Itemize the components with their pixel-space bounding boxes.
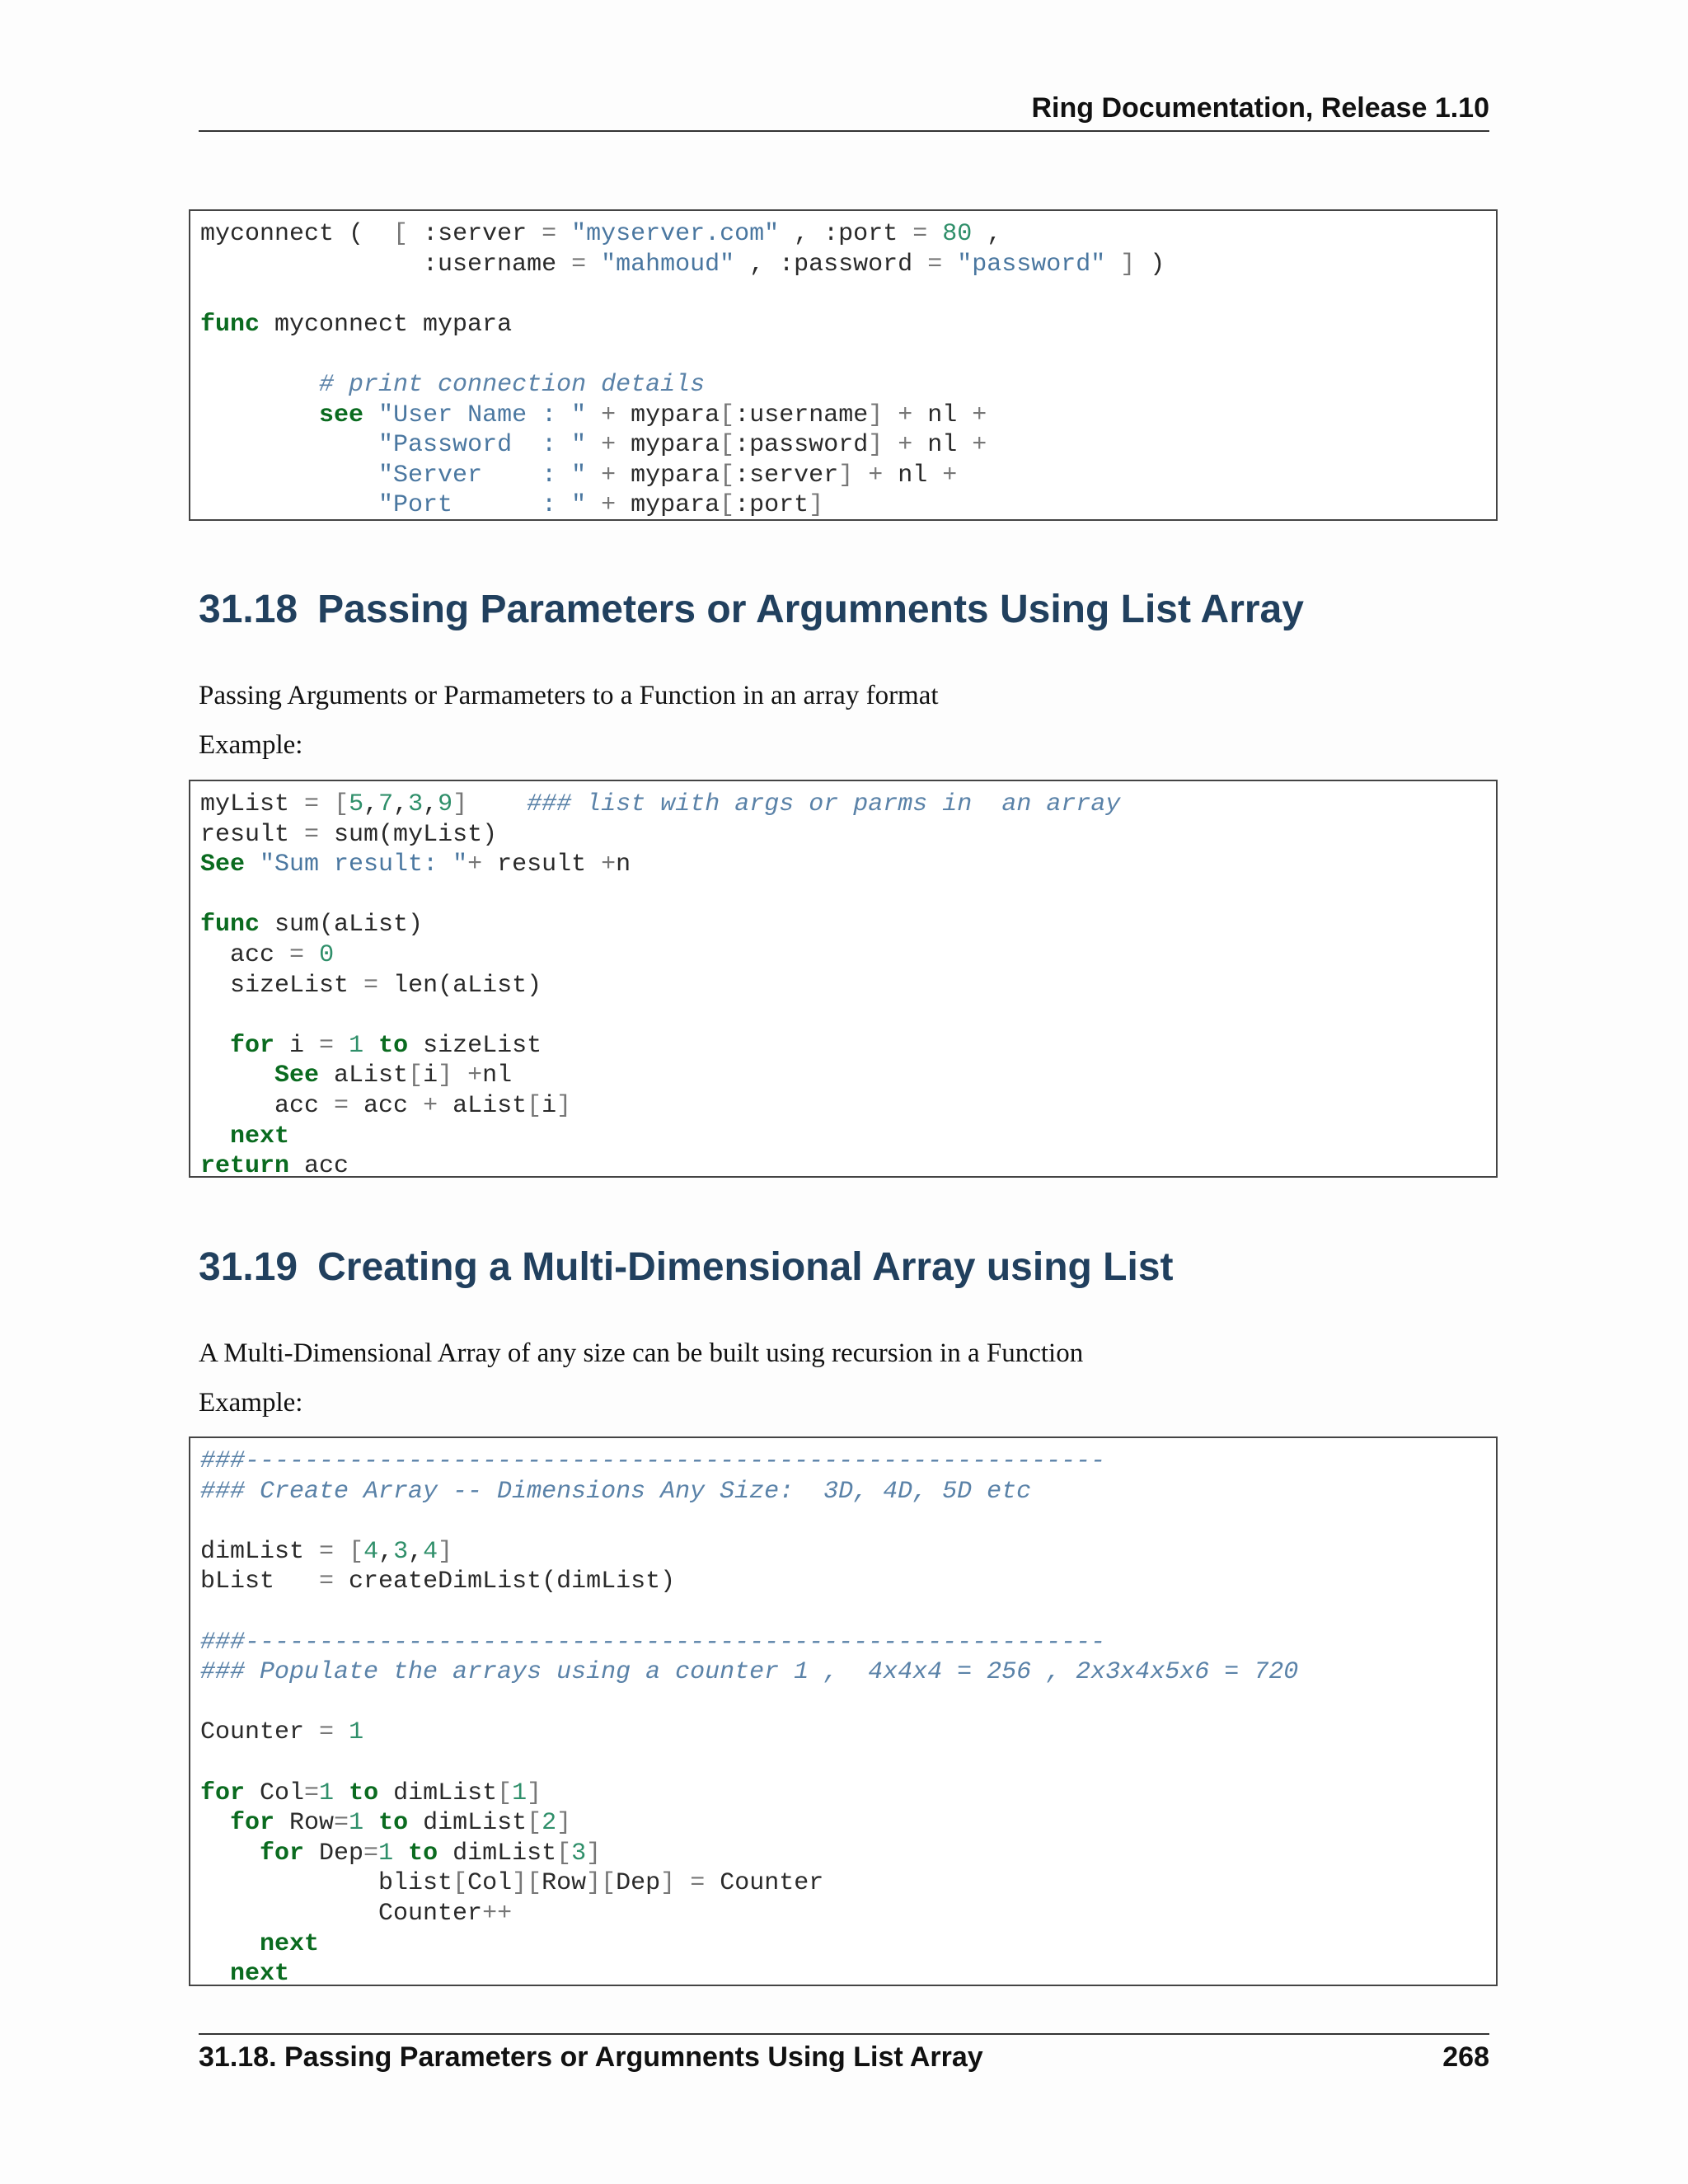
- code-keyword: to: [349, 1779, 379, 1807]
- code-operator: [: [720, 461, 735, 490]
- code-text: [586, 462, 601, 490]
- code-text: acc: [289, 1152, 349, 1178]
- code-text: [200, 1840, 260, 1868]
- code-line: [200, 1001, 1496, 1031]
- section-number: 31.19: [199, 1245, 298, 1289]
- code-comment: ### Populate the arrays using a counter 1 , 4x4x4 = 256 , 2x3x4x5x6 = 720: [200, 1658, 1299, 1687]
- code-line: [200, 219, 1496, 250]
- code-text: Row: [274, 1809, 335, 1838]
- code-operator: +: [423, 1091, 438, 1120]
- code-line: [200, 1868, 1496, 1899]
- code-operator: [: [527, 1091, 542, 1120]
- code-text: ,: [408, 1537, 424, 1566]
- code-string: "myserver.com": [571, 220, 780, 248]
- code-number: 3: [408, 790, 424, 818]
- code-operator: =: [571, 250, 587, 279]
- code-line: [200, 1507, 1496, 1537]
- code-text: [200, 401, 319, 429]
- section-heading-31-18: [199, 587, 1304, 632]
- code-text: [393, 1840, 408, 1868]
- code-text: myconnect (: [200, 220, 379, 248]
- code-text: mypara: [616, 461, 720, 490]
- code-operator: ]: [1120, 250, 1136, 279]
- code-text: nl: [883, 461, 943, 490]
- section-title: Creating a Multi-Dimensional Array using List: [317, 1245, 1174, 1289]
- code-text: ,: [363, 790, 379, 818]
- code-keyword: for: [200, 1779, 246, 1807]
- code-text: sizeList: [408, 1031, 542, 1060]
- code-text: [245, 851, 260, 879]
- code-text: [363, 1032, 378, 1060]
- code-line: [200, 461, 1496, 491]
- code-number: 80: [942, 220, 973, 248]
- code-text: [942, 251, 957, 279]
- code-text: Counter: [200, 1899, 483, 1928]
- code-line: [200, 1061, 1496, 1091]
- code-operator: +: [467, 1062, 483, 1090]
- code-text: [200, 1960, 230, 1986]
- code-operator: +: [601, 491, 617, 520]
- code-comment: ### list with args or parms in an array: [527, 790, 1121, 818]
- code-operator: ]: [452, 790, 468, 818]
- code-operator: =: [304, 1779, 320, 1807]
- code-text: Row: [542, 1869, 587, 1898]
- code-comment: ###----------------------------------------------------------: [200, 1447, 1106, 1475]
- code-operator: =: [363, 1839, 379, 1868]
- code-text: Dep: [304, 1839, 364, 1868]
- code-operator: =: [319, 1031, 335, 1060]
- code-text: [927, 220, 942, 248]
- code-line: [200, 910, 1496, 940]
- code-line: [200, 1628, 1496, 1658]
- code-text: [363, 401, 378, 429]
- code-text: [586, 431, 601, 459]
- code-text: Col: [245, 1779, 305, 1807]
- code-text: result: [482, 851, 602, 879]
- code-text: :username: [200, 250, 572, 279]
- code-text: nl: [912, 431, 973, 460]
- code-number: 1: [349, 1809, 364, 1838]
- code-comment: ###----------------------------------------------------------: [200, 1628, 1106, 1657]
- code-text: [200, 431, 378, 459]
- code-number: 1: [349, 1031, 364, 1060]
- code-text: bList: [200, 1568, 320, 1596]
- code-operator: [: [349, 1537, 364, 1566]
- code-text: [363, 1809, 378, 1837]
- code-line: [200, 1779, 1496, 1809]
- code-operator: ]: [868, 401, 884, 429]
- code-block-sum-list: [189, 780, 1498, 1178]
- code-operator: +: [601, 431, 617, 460]
- code-text: [200, 1930, 260, 1958]
- code-text: [200, 1809, 230, 1837]
- code-text: ,: [378, 1537, 394, 1566]
- code-operator: +: [601, 461, 617, 490]
- code-text: i: [274, 1031, 320, 1060]
- code-keyword: for: [230, 1809, 275, 1838]
- code-number: 1: [319, 1779, 335, 1807]
- code-text: myconnect mypara: [260, 310, 513, 339]
- code-text: [334, 1538, 349, 1566]
- code-operator: +: [467, 851, 483, 879]
- code-string: "password": [957, 250, 1106, 279]
- code-line: [200, 1446, 1496, 1477]
- code-operator: =: [912, 220, 928, 248]
- code-keyword: to: [408, 1839, 438, 1868]
- code-string: "Server : ": [378, 461, 587, 490]
- code-text: dimList: [378, 1779, 498, 1807]
- code-line: [200, 1748, 1496, 1779]
- code-keyword: func: [200, 911, 260, 940]
- code-text: [1105, 251, 1120, 279]
- code-operator: [: [720, 401, 735, 429]
- code-text: blist: [200, 1869, 453, 1898]
- code-text: [556, 220, 571, 248]
- code-text: mypara: [616, 401, 720, 429]
- code-text: sum(aList): [260, 911, 424, 940]
- code-text: [200, 1122, 230, 1151]
- code-number: 2: [542, 1809, 557, 1838]
- code-text: [304, 941, 319, 969]
- code-number: 1: [378, 1839, 394, 1868]
- code-number: 3: [393, 1537, 409, 1566]
- code-number: 5: [349, 790, 364, 818]
- code-text: ,: [972, 220, 1002, 248]
- code-text: [200, 491, 378, 519]
- code-number: 9: [438, 790, 453, 818]
- code-text: [586, 401, 601, 429]
- code-number: 3: [571, 1839, 587, 1868]
- code-operator: [: [527, 1809, 542, 1838]
- code-string: "User Name : ": [378, 401, 587, 429]
- code-line: [200, 1657, 1496, 1688]
- code-text: [334, 1032, 349, 1060]
- page-footer: [199, 2041, 1489, 2074]
- code-operator: +: [898, 431, 913, 460]
- code-text: myList: [200, 790, 305, 818]
- code-text: mypara: [616, 491, 720, 520]
- code-keyword: for: [230, 1031, 275, 1060]
- code-operator: =: [304, 820, 320, 849]
- page-number: 268: [1442, 2041, 1489, 2073]
- code-operator: ]: [586, 1839, 602, 1868]
- code-text: Dep: [616, 1869, 661, 1898]
- code-line: [200, 1151, 1496, 1178]
- code-line: [200, 880, 1496, 911]
- code-line: [200, 1091, 1496, 1122]
- code-text: [883, 401, 898, 429]
- code-text: ,: [423, 790, 438, 818]
- code-keyword: return: [200, 1152, 290, 1178]
- code-line: [200, 490, 1496, 521]
- code-operator: +: [942, 461, 958, 490]
- code-text: [883, 431, 898, 459]
- code-number: 7: [378, 790, 394, 818]
- example-label: Example:: [199, 730, 303, 760]
- code-operator: +: [601, 401, 617, 429]
- code-text: [319, 790, 334, 818]
- code-line: [200, 370, 1496, 401]
- code-line: [200, 1808, 1496, 1839]
- footer-section-label: 31.18. Passing Parameters or Argumnents Using List Array: [199, 2041, 983, 2073]
- code-operator: [: [378, 220, 424, 248]
- code-line: [200, 1688, 1496, 1718]
- code-keyword: func: [200, 310, 260, 339]
- code-line: [200, 1567, 1496, 1597]
- code-text: createDimList(dimList): [334, 1568, 676, 1596]
- code-operator: =: [289, 940, 305, 969]
- code-operator: ]: [660, 1869, 676, 1898]
- code-text: dimList: [200, 1537, 320, 1566]
- code-operator: =: [319, 1568, 335, 1596]
- section-number: 31.18: [199, 588, 298, 631]
- code-text: i: [423, 1062, 438, 1090]
- code-operator: ]: [438, 1537, 453, 1566]
- code-text: dimList: [408, 1809, 528, 1838]
- code-text: result: [200, 820, 305, 849]
- code-line: [200, 250, 1496, 280]
- code-block-multi-dim-array: [189, 1436, 1498, 1986]
- code-operator: =: [334, 1091, 349, 1120]
- code-text: [200, 371, 319, 399]
- code-operator: [: [720, 491, 735, 520]
- code-string: "Port : ": [378, 491, 587, 520]
- code-operator: =: [690, 1869, 706, 1898]
- code-text: sizeList: [200, 971, 364, 1000]
- code-text: [200, 462, 378, 490]
- code-operator: =: [304, 790, 320, 818]
- code-text: [853, 462, 868, 490]
- code-keyword: See: [200, 851, 246, 879]
- code-keyword: to: [378, 1031, 409, 1060]
- section-intro-paragraph: A Multi-Dimensional Array of any size can be built using recursion in a Function: [199, 1338, 1084, 1368]
- code-operator: ][: [512, 1869, 542, 1898]
- code-operator: =: [334, 1809, 349, 1838]
- code-comment: ### Create Array -- Dimensions Any Size: 3D, 4D, 5D etc: [200, 1477, 1032, 1506]
- code-number: 1: [349, 1718, 364, 1747]
- code-operator: [: [497, 1779, 513, 1807]
- code-line: [200, 1122, 1496, 1152]
- code-line: [200, 971, 1496, 1001]
- footer-rule: [199, 2033, 1489, 2035]
- code-operator: [: [334, 790, 349, 818]
- code-text: [467, 790, 527, 818]
- code-text: , :password: [734, 250, 928, 279]
- code-text: i: [542, 1091, 557, 1120]
- code-line: [200, 1959, 1496, 1986]
- code-text: [586, 491, 601, 519]
- code-text: [452, 1062, 467, 1090]
- code-text: Counter: [705, 1869, 824, 1898]
- code-keyword: to: [378, 1809, 409, 1838]
- code-line: [200, 820, 1496, 851]
- code-text: [200, 1032, 230, 1060]
- code-text: aList: [319, 1062, 409, 1090]
- code-operator: [: [720, 431, 735, 460]
- code-text: [675, 1869, 690, 1897]
- code-text: :username: [734, 401, 869, 429]
- code-operator: ][: [586, 1869, 617, 1898]
- code-text: n: [616, 851, 631, 879]
- section-intro-paragraph: Passing Arguments or Parmameters to a Function in an array format: [199, 681, 939, 710]
- code-operator: =: [363, 971, 379, 1000]
- code-operator: =: [319, 1718, 335, 1747]
- code-text: nl: [912, 401, 973, 429]
- section-heading-31-19: [199, 1244, 1174, 1290]
- code-text: [334, 1718, 349, 1746]
- code-text: acc: [200, 940, 290, 969]
- code-text: [200, 1062, 274, 1090]
- code-block-myconnect: [189, 209, 1498, 521]
- code-line: [200, 1929, 1496, 1960]
- code-string: "mahmoud": [601, 250, 735, 279]
- code-text: acc: [200, 1091, 335, 1120]
- code-operator: [: [452, 1869, 468, 1898]
- code-number: 1: [512, 1779, 528, 1807]
- code-keyword: see: [319, 401, 364, 429]
- code-text: :server: [423, 220, 542, 248]
- code-operator: ]: [556, 1091, 572, 1120]
- code-text: Col: [467, 1869, 513, 1898]
- code-text: ): [1135, 250, 1165, 279]
- code-operator: ]: [838, 461, 854, 490]
- code-line: [200, 430, 1496, 461]
- code-line: [200, 850, 1496, 880]
- code-comment: # print connection details: [319, 370, 706, 399]
- code-operator: ]: [556, 1809, 572, 1838]
- code-keyword: next: [230, 1960, 290, 1986]
- code-number: 0: [319, 940, 335, 969]
- code-text: nl: [482, 1062, 513, 1090]
- code-text: Counter: [200, 1718, 320, 1747]
- code-line: [200, 1031, 1496, 1062]
- code-operator: =: [319, 1537, 335, 1566]
- code-text: aList: [438, 1091, 528, 1120]
- code-operator: +: [601, 851, 617, 879]
- code-operator: =: [927, 250, 943, 279]
- code-operator: ]: [527, 1779, 542, 1807]
- code-text: :port: [734, 491, 809, 520]
- code-line: [200, 1597, 1496, 1628]
- running-header-title: Ring Documentation, Release 1.10: [1031, 92, 1489, 124]
- code-text: [586, 251, 601, 279]
- code-text: :password: [734, 431, 869, 460]
- code-text: [334, 1779, 349, 1807]
- code-line: [200, 1718, 1496, 1748]
- code-line: [200, 310, 1496, 340]
- code-line: [200, 401, 1496, 431]
- code-text: sum(myList): [319, 820, 498, 849]
- code-line: [200, 790, 1496, 820]
- code-keyword: next: [230, 1122, 290, 1151]
- code-keyword: next: [260, 1929, 320, 1958]
- code-line: [200, 1477, 1496, 1507]
- code-line: [200, 1899, 1496, 1929]
- code-line: [200, 1537, 1496, 1568]
- example-label: Example:: [199, 1388, 303, 1418]
- code-number: 4: [423, 1537, 438, 1566]
- header-rule: [199, 130, 1489, 132]
- code-line: [200, 279, 1496, 310]
- code-text: len(aList): [378, 971, 542, 1000]
- code-operator: +: [898, 401, 913, 429]
- code-operator: [: [408, 1062, 424, 1090]
- code-operator: +: [972, 401, 987, 429]
- code-operator: ++: [482, 1899, 513, 1928]
- section-title: Passing Parameters or Argumnents Using List Array: [317, 588, 1304, 631]
- code-keyword: for: [260, 1839, 305, 1868]
- code-text: :server: [734, 461, 839, 490]
- code-line: [200, 340, 1496, 370]
- code-string: "Password : ": [378, 431, 587, 460]
- code-operator: =: [542, 220, 557, 248]
- code-text: ,: [393, 790, 409, 818]
- code-operator: +: [972, 431, 987, 460]
- code-operator: +: [868, 461, 884, 490]
- code-operator: ]: [438, 1062, 453, 1090]
- code-text: , :port: [779, 220, 913, 248]
- code-operator: ]: [809, 491, 824, 520]
- code-line: [200, 1839, 1496, 1869]
- code-operator: ]: [868, 431, 884, 460]
- code-operator: [: [556, 1839, 572, 1868]
- code-text: mypara: [616, 431, 720, 460]
- code-line: [200, 940, 1496, 971]
- code-text: acc: [349, 1091, 424, 1120]
- code-keyword: See: [274, 1062, 320, 1090]
- code-text: dimList: [438, 1839, 557, 1868]
- code-string: "Sum result: ": [260, 851, 468, 879]
- code-number: 4: [363, 1537, 379, 1566]
